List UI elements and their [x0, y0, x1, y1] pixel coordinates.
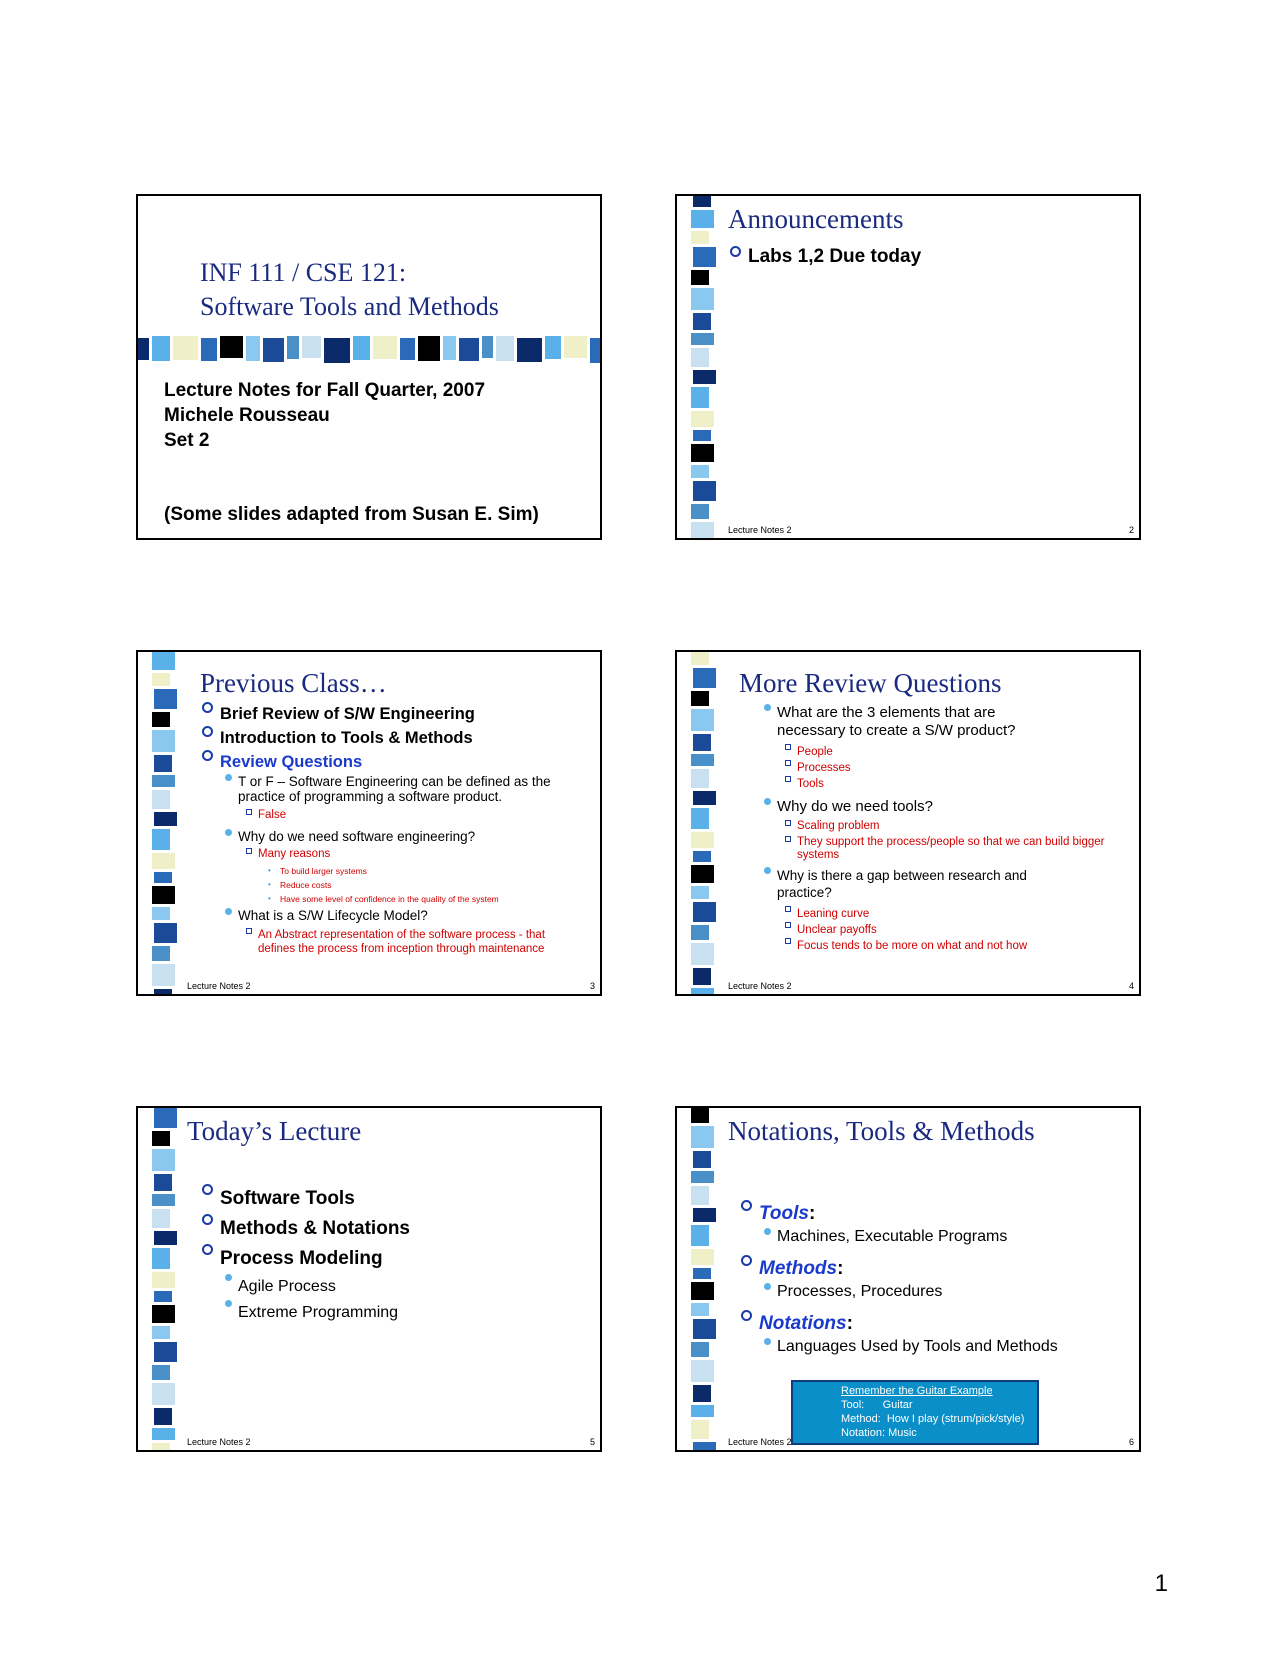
question-item: What are the 3 elements that are necessary to create a S/W product? [763, 704, 1063, 740]
stripe-block [691, 808, 709, 829]
slide-footer: Lecture Notes 2 [187, 1437, 251, 1447]
stripe-block [154, 1174, 172, 1191]
desc-notations: Languages Used by Tools and Methods [763, 1338, 1058, 1356]
stripe-block [691, 709, 714, 731]
slide-footer: Lecture Notes 2 [187, 981, 251, 991]
heading-methods: Methods: [739, 1255, 843, 1282]
sub-answer-item: • Have some level of confidence in the quality of the system [268, 892, 499, 906]
slide-1-title: INF 111 / CSE 121: Software Tools and Methods [200, 258, 499, 321]
bullet-software-tools: Software Tools [200, 1184, 410, 1214]
stripe-block [152, 1248, 170, 1269]
slide-5 [136, 1106, 602, 1452]
stripe-block [691, 270, 709, 285]
stripe-block [496, 336, 514, 361]
stripe-block [691, 1249, 714, 1265]
question-item: Why do we need software engineering? [224, 829, 475, 844]
stripe-block [173, 336, 198, 360]
stripe-block [691, 1342, 709, 1357]
desc-methods: Processes, Procedures [763, 1283, 942, 1301]
sub-answer-item: • To build larger systems [268, 864, 499, 878]
stripe-block [152, 1383, 175, 1405]
stripe-block [220, 336, 243, 358]
stripe-block [152, 886, 175, 904]
stripe-block [324, 338, 350, 363]
answer-item: Tools [785, 776, 851, 792]
stripe-block [564, 336, 587, 358]
stripe-block [152, 1365, 170, 1380]
stripe-block [691, 925, 709, 940]
stripe-block [517, 338, 542, 362]
slide-number: 2 [1128, 525, 1134, 535]
stripe-block [693, 313, 711, 330]
stripe-block [691, 444, 714, 462]
slide-title: Today’s Lecture [187, 1116, 362, 1146]
answer-item: Scaling problem [785, 820, 1105, 833]
slide-2-stripe [691, 196, 719, 540]
stripe-block [152, 730, 175, 752]
stripe-block [691, 1108, 709, 1123]
stripe-block [691, 1303, 709, 1316]
stripe-block [152, 1326, 170, 1339]
stripe-block [154, 689, 177, 709]
stripe-block [590, 338, 602, 363]
question-item: T or F – Software Engineering can be defined as the practice of programming a software product. [224, 774, 574, 804]
stripe-block [152, 336, 170, 361]
answer-item: Many reasons [246, 848, 330, 860]
stripe-block [152, 1305, 175, 1323]
stripe-block [693, 1319, 716, 1339]
stripe-block [154, 755, 172, 772]
stripe-block [201, 338, 217, 361]
stripe-block [691, 1405, 714, 1417]
sub-bullet-agile: Agile Process [224, 1274, 398, 1300]
slide-5-stripe [152, 1108, 180, 1452]
stripe-block [693, 968, 711, 985]
stripe-block [693, 1385, 711, 1402]
slide-footer: Lecture Notes 2 [728, 981, 792, 991]
stripe-block [154, 872, 172, 883]
stripe-block [152, 652, 175, 670]
stripe-block [693, 1208, 716, 1222]
slide-3-stripe [152, 652, 180, 996]
stripe-block [691, 522, 714, 540]
question-item: What is a S/W Lifecycle Model? [224, 908, 428, 923]
slide-6-stripe [691, 1108, 719, 1452]
sub-bullet-xp: Extreme Programming [224, 1300, 398, 1326]
stripe-block [263, 338, 284, 362]
stripe-block [152, 907, 170, 920]
stripe-block [691, 1420, 709, 1439]
stripe-block [691, 387, 709, 408]
answer-item: An Abstract representation of the software process - that defines the process from inception through maintenance [246, 928, 576, 956]
answer-item: False [246, 809, 286, 821]
answer-item: People [785, 744, 851, 760]
stripe-block [353, 336, 370, 360]
slide-number: 4 [1128, 981, 1134, 991]
question-item: Why is there a gap between research and practice? [763, 867, 1073, 901]
slide-4-stripe [691, 652, 719, 996]
stripe-block [154, 989, 172, 996]
stripe-block [154, 1342, 177, 1362]
stripe-block [152, 673, 170, 686]
stripe-block [691, 1186, 709, 1205]
stripe-block [691, 210, 714, 228]
stripe-block [691, 333, 714, 345]
stripe-block [302, 336, 321, 358]
stripe-block [154, 1291, 172, 1302]
sub-answer-item: • Reduce costs [268, 878, 499, 892]
bullet-process-modeling: Process Modeling [200, 1244, 410, 1274]
stripe-block [152, 1194, 175, 1206]
stripe-block [154, 1231, 177, 1245]
stripe-block [691, 231, 709, 244]
stripe-block [545, 336, 561, 359]
bullet-review-questions: Review Questions [200, 750, 590, 774]
stripe-block [691, 1282, 714, 1300]
stripe-block [691, 348, 709, 367]
stripe-block [693, 902, 716, 922]
stripe-block [691, 1171, 714, 1183]
stripe-block [693, 1151, 711, 1168]
stripe-block [691, 1126, 714, 1148]
stripe-block [138, 338, 149, 360]
stripe-block [459, 338, 479, 361]
stripe-block [693, 1442, 716, 1452]
guitar-example-box: Remember the Guitar Example Tool: Guitar Method: How I play (strum/pick/style) Notation: Music [791, 1380, 1039, 1445]
stripe-block [693, 1268, 711, 1279]
stripe-block [691, 754, 714, 766]
heading-notations: Notations: [739, 1310, 853, 1337]
stripe-block [693, 791, 716, 805]
stripe-block [152, 853, 175, 869]
slide-title: Previous Class… [200, 668, 387, 698]
stripe-block [418, 336, 440, 361]
page-number: 1 [1154, 1570, 1168, 1597]
slide-title: More Review Questions [739, 668, 1002, 698]
stripe-block [691, 691, 709, 706]
stripe-block [693, 851, 711, 862]
stripe-block [693, 734, 711, 751]
slide-4 [675, 650, 1141, 996]
slide-1 [136, 194, 602, 540]
slide-footer: Lecture Notes 2 [728, 1437, 792, 1447]
stripe-block [400, 338, 415, 360]
stripe-block [154, 1108, 177, 1128]
stripe-block [152, 1443, 170, 1452]
slide-title: Notations, Tools & Methods [728, 1116, 1035, 1146]
stripe-block [691, 288, 714, 310]
stripe-block [152, 1272, 175, 1288]
slide-3 [136, 650, 602, 996]
stripe-block [693, 430, 711, 441]
slide-1-body: Lecture Notes for Fall Quarter, 2007 Michele Rousseau Set 2 [164, 380, 486, 451]
slide-1-stripe-band [138, 336, 600, 362]
answer-item: They support the process/people so that we can build bigger systems [785, 836, 1105, 862]
stripe-block [443, 336, 456, 360]
stripe-block [691, 411, 714, 427]
stripe-block [154, 923, 177, 943]
bullet-introduction: Introduction to Tools & Methods [200, 726, 590, 750]
stripe-block [154, 1408, 172, 1425]
heading-tools: Tools: [739, 1200, 815, 1227]
stripe-block [152, 964, 175, 986]
stripe-block [691, 465, 709, 478]
answer-item: Unclear payoffs [785, 922, 1027, 938]
stripe-block [691, 865, 714, 883]
stripe-block [693, 247, 716, 267]
stripe-block [691, 652, 709, 665]
stripe-block [693, 196, 711, 207]
stripe-block [154, 812, 177, 826]
stripe-block [152, 946, 170, 961]
stripe-block [152, 1149, 175, 1171]
stripe-block [693, 370, 716, 384]
stripe-block [482, 336, 493, 358]
slide-1-credit: (Some slides adapted from Susan E. Sim) [164, 504, 539, 525]
slide-footer: Lecture Notes 2 [728, 525, 792, 535]
stripe-block [287, 336, 299, 359]
slide-number: 3 [589, 981, 595, 991]
stripe-block [691, 1360, 714, 1382]
stripe-block [691, 504, 709, 519]
slide-2 [675, 194, 1141, 540]
stripe-block [691, 769, 709, 788]
stripe-block [152, 1209, 170, 1228]
slide-number: 6 [1128, 1437, 1134, 1447]
stripe-block [152, 712, 170, 727]
stripe-block [373, 336, 397, 359]
desc-tools: Machines, Executable Programs [763, 1228, 1007, 1246]
answer-item: Leaning curve [785, 906, 1027, 922]
stripe-block [152, 790, 170, 809]
answer-item: Focus tends to be more on what and not how [785, 938, 1027, 954]
stripe-block [152, 829, 170, 850]
stripe-block [691, 832, 714, 848]
stripe-block [152, 775, 175, 787]
slide-number: 5 [589, 1437, 595, 1447]
stripe-block [691, 1225, 709, 1246]
stripe-block [693, 668, 716, 688]
stripe-block [152, 1428, 175, 1440]
stripe-block [693, 481, 716, 501]
slide-6 [675, 1106, 1141, 1452]
bullet-methods-notations: Methods & Notations [200, 1214, 410, 1244]
stripe-block [691, 988, 714, 996]
slide-title: Announcements [728, 204, 904, 234]
stripe-block [152, 1131, 170, 1146]
stripe-block [246, 336, 260, 361]
answer-item: Processes [785, 760, 851, 776]
stripe-block [691, 943, 714, 965]
question-item: Why do we need tools? [763, 798, 933, 815]
bullet-labs-due: Labs 1,2 Due today [728, 246, 921, 268]
bullet-brief-review: Brief Review of S/W Engineering [200, 702, 590, 726]
stripe-block [691, 886, 709, 899]
